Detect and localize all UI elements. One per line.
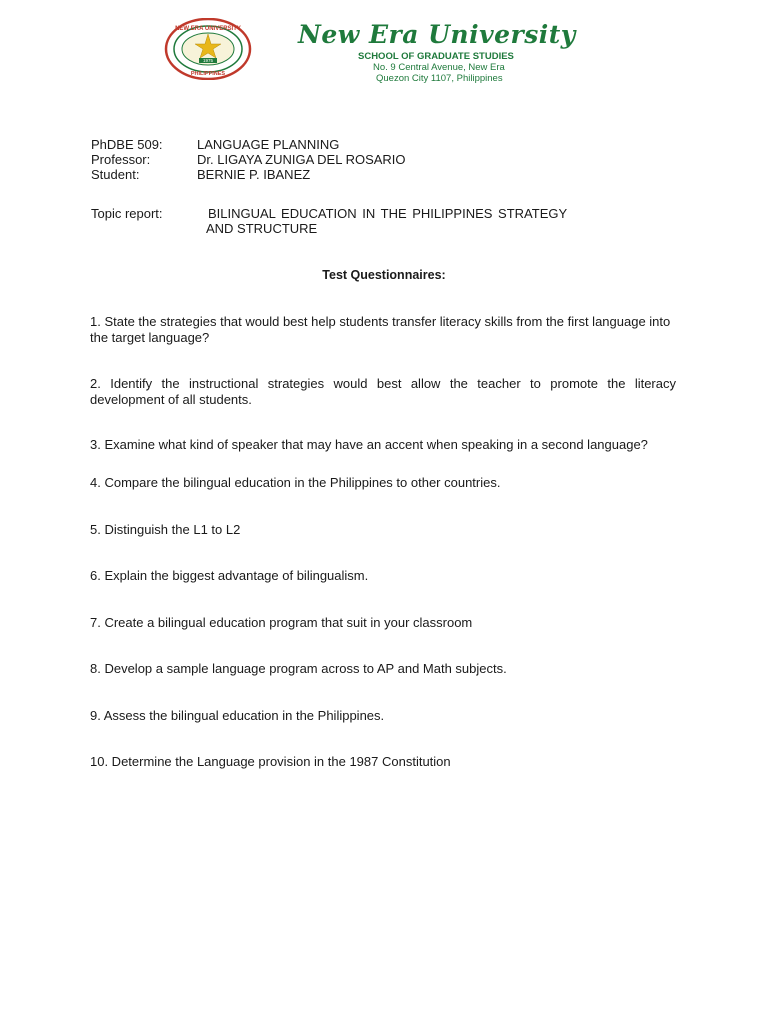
university-seal-logo bbox=[164, 18, 252, 80]
question-item: 4. Compare the bilingual education in the Philippines to other countries. bbox=[90, 475, 501, 490]
school-name: SCHOOL OF GRADUATE STUDIES bbox=[358, 51, 514, 62]
student-value: BERNIE P. IBANEZ bbox=[197, 167, 311, 182]
question-item: 5. Distinguish the L1 to L2 bbox=[90, 522, 241, 537]
question-item: 6. Explain the biggest advantage of bilingualism. bbox=[90, 568, 369, 583]
topic-title-line-2: AND STRUCTURE bbox=[206, 221, 318, 236]
question-item: 9. Assess the bilingual education in the Philippines. bbox=[90, 708, 385, 723]
seal-year: 1975 bbox=[202, 58, 214, 63]
university-name: New Era University bbox=[298, 20, 576, 49]
professor-value: Dr. LIGAYA ZUNIGA DEL ROSARIO bbox=[197, 152, 406, 167]
course-label: PhDBE 509: bbox=[91, 137, 163, 152]
topic-label: Topic report: bbox=[91, 206, 163, 221]
letterhead bbox=[160, 18, 610, 84]
address-line-2: Quezon City 1107, Philippines bbox=[376, 73, 503, 84]
topic-title-line-1: BILINGUAL EDUCATION IN THE PHILIPPINES STRATEGY bbox=[208, 206, 568, 221]
seal-top-text: NEW ERA UNIVERSITY bbox=[175, 26, 241, 32]
student-label: Student: bbox=[91, 167, 140, 182]
question-item: 10. Determine the Language provision in the 1987 Constitution bbox=[90, 754, 451, 769]
course-value: LANGUAGE PLANNING bbox=[197, 137, 340, 152]
question-item: 7. Create a bilingual education program that suit in your classroom bbox=[90, 615, 473, 630]
seal-bottom-text: PHILIPPINES bbox=[190, 71, 226, 77]
question-item: 3. Examine what kind of speaker that may have an accent when speaking in a second language? bbox=[90, 437, 648, 452]
questionnaire-title: Test Questionnaires: bbox=[322, 268, 446, 282]
address-line-1: No. 9 Central Avenue, New Era bbox=[373, 62, 505, 73]
question-item: 1. State the strategies that would best help students transfer literacy skills from the first language into the target language? bbox=[90, 314, 671, 345]
question-item: 8. Develop a sample language program across to AP and Math subjects. bbox=[90, 661, 507, 676]
professor-label: Professor: bbox=[91, 152, 151, 167]
question-item: 2. Identify the instructional strategies would best allow the teacher to promote the literacy development of all students. bbox=[90, 376, 676, 407]
